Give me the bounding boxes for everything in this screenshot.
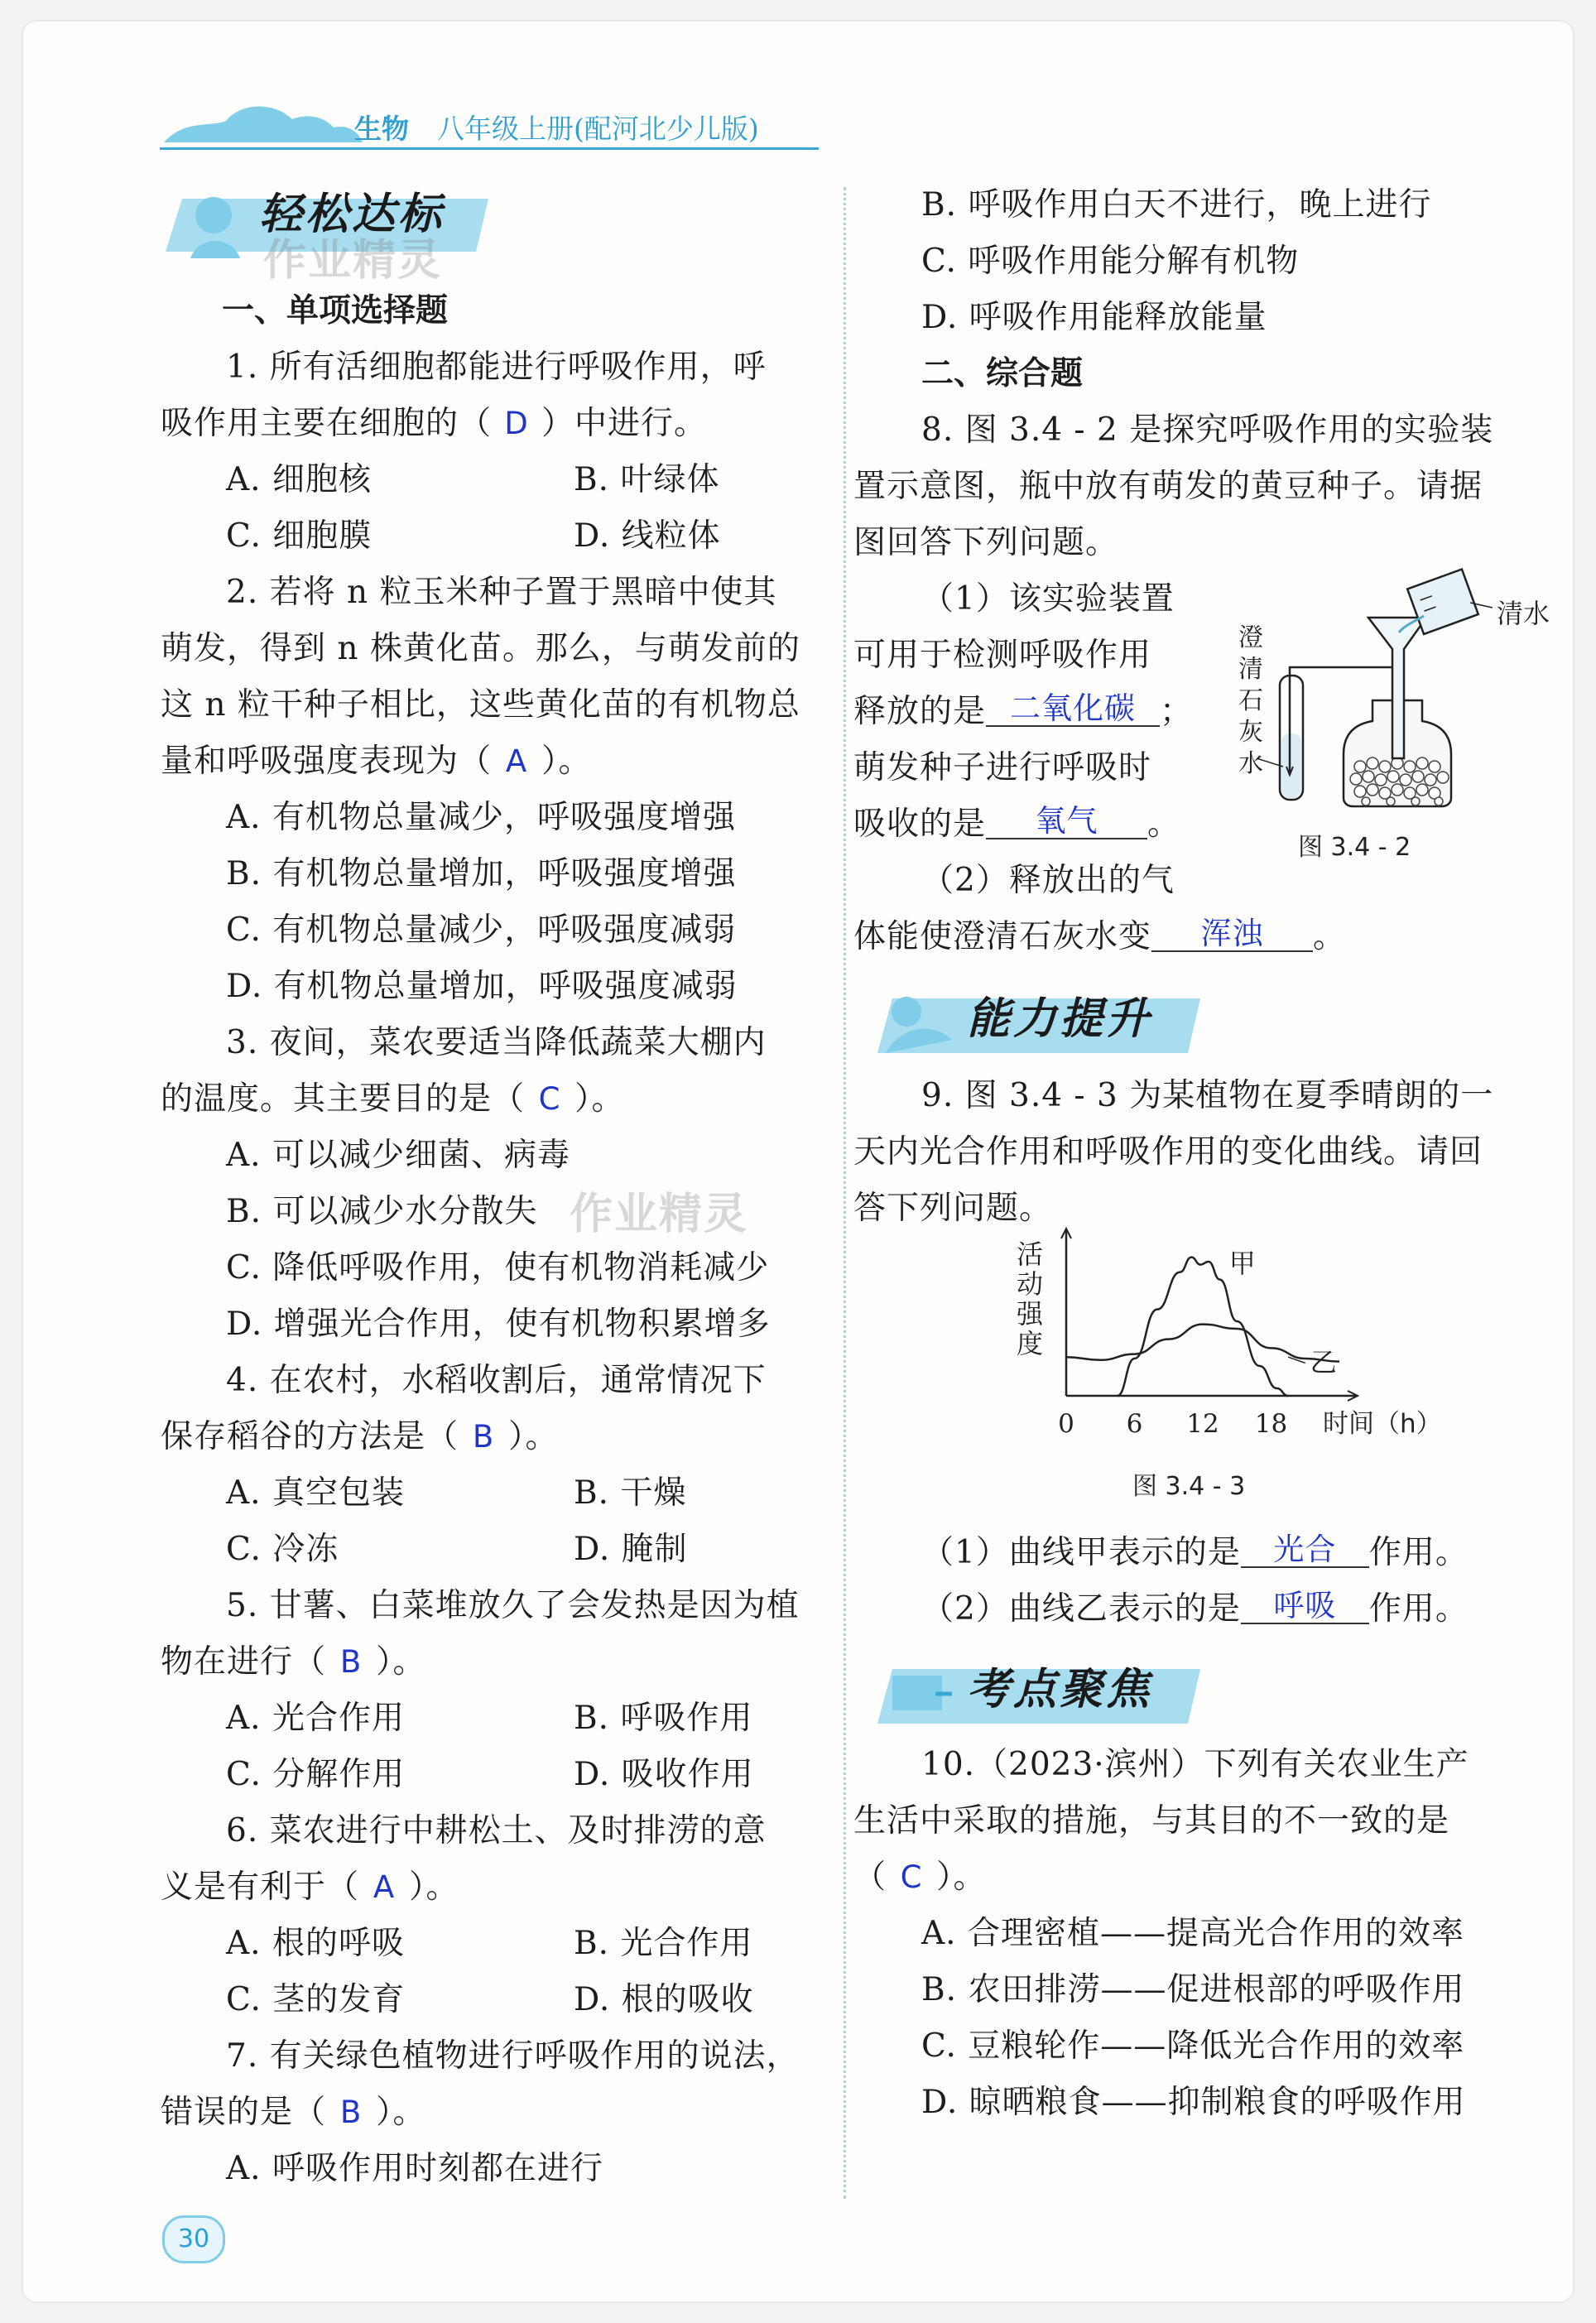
option: A. 有机物总量减少，呼吸强度增强 [226, 799, 736, 836]
section-title-ability: 能力提升 [967, 994, 1153, 1044]
q1-stem-line2 [161, 396, 707, 452]
q2-stem-line4 [161, 733, 592, 790]
q2-stem-end: ）。 [541, 743, 592, 780]
q9-part2-end: 作用。 [1368, 1590, 1469, 1628]
q8-part2-line1: （2）释放出的气 [921, 862, 1175, 899]
q9-part1-text: （1）曲线甲表示的是 [921, 1534, 1241, 1571]
q1-stem-text: 吸作用主要在细胞的（ [161, 405, 493, 442]
q7-stem-line2 [161, 2085, 426, 2141]
y-axis-label: 度 [1017, 1328, 1044, 1359]
q7-answer: B [339, 2095, 363, 2130]
option: D. 根的吸收 [574, 1981, 754, 2018]
page [23, 22, 1573, 2301]
option: D. 线粒体 [574, 517, 721, 555]
q1-stem-line1: 1. 所有活细胞都能进行呼吸作用，呼 [226, 349, 767, 386]
q8-stem-line1: 8. 图 3.4 - 2 是探究呼吸作用的实验装 [921, 411, 1494, 449]
q4-stem-line2 [161, 1409, 559, 1465]
option: A. 可以减少细菌、病毒 [226, 1137, 570, 1174]
option: D. 吸收作用 [574, 1756, 754, 1793]
watermark: 作业精灵 [570, 1190, 749, 1239]
q5-stem-end: ）。 [376, 1643, 426, 1681]
q6-stem-text: 义是有利于（ [161, 1868, 360, 1906]
option: B. 可以减少水分散失 [226, 1193, 538, 1230]
lime-char: 石 [1238, 686, 1263, 715]
figure-label-water: 清水 [1497, 598, 1550, 629]
option: D. 晾晒粮食——抑制粮食的呼吸作用 [921, 2084, 1466, 2121]
q9-part2 [921, 1581, 1469, 1638]
option: C. 细胞膜 [226, 517, 373, 555]
x-tick-label: 18 [1254, 1409, 1288, 1439]
option: B. 有机物总量增加，呼吸强度增强 [226, 855, 737, 892]
option: C. 豆粮轮作——降低光合作用的效率 [921, 2027, 1465, 2065]
x-tick-label: 0 [1058, 1409, 1074, 1439]
q7-stem-line1: 7. 有关绿色植物进行呼吸作用的说法， [226, 2037, 800, 2075]
q3-stem-line1: 3. 夜间，菜农要适当降低蔬菜大棚内 [226, 1024, 767, 1061]
figure-label-limewater [1238, 623, 1263, 780]
subsection-single-choice: 一、单项选择题 [222, 292, 449, 329]
q5-stem-line1: 5. 甘薯、白菜堆放久了会发热是因为植 [226, 1587, 800, 1624]
q9-answer-photosynthesis: 光合 [1241, 1533, 1369, 1568]
x-tick-label: 6 [1126, 1409, 1143, 1439]
option: C. 有机物总量减少，呼吸强度减弱 [226, 911, 737, 949]
q4-answer: B [472, 1419, 495, 1455]
q5-stem-line2 [161, 1634, 426, 1691]
q8-part2-text: 体能使澄清石灰水变 [853, 918, 1152, 955]
q4-stem-text: 保存稻谷的方法是（ [161, 1418, 459, 1455]
lime-char: 澄 [1238, 623, 1263, 652]
option: C. 呼吸作用能分解有机物 [921, 243, 1300, 280]
q6-answer: A [373, 1869, 396, 1905]
option: B. 农田排涝——促进根部的呼吸作用 [921, 1971, 1465, 2008]
y-axis-label: 动 [1017, 1268, 1044, 1300]
q10-stem-text: （ [853, 1859, 887, 1896]
header-rule [160, 147, 819, 150]
q10-stem-end: ）。 [936, 1859, 987, 1896]
figure-caption-3-4-3: 图 3.4 - 3 [1132, 1472, 1246, 1501]
q8-part2-line2 [853, 909, 1346, 965]
series-line-jia [1118, 1258, 1288, 1396]
watermark: 作业精灵 [263, 236, 443, 286]
q10-answer: C [900, 1859, 923, 1895]
q3-stem-line2 [161, 1071, 625, 1128]
q9-stem-line2: 天内光合作用和呼吸作用的变化曲线。请回 [853, 1133, 1483, 1171]
q8-answer-o2: 氧气 [986, 805, 1147, 839]
q4-stem-end: ）。 [508, 1418, 559, 1455]
option: D. 呼吸作用能释放能量 [921, 299, 1267, 336]
q8-part1-line5 [853, 796, 1180, 853]
series-label-jia: 甲 [1228, 1248, 1256, 1280]
q5-answer: B [339, 1644, 363, 1680]
y-axis-label: 强 [1017, 1298, 1044, 1330]
q8-part1-line3 [853, 684, 1193, 740]
q9-part1 [921, 1525, 1469, 1581]
q10-stem-line1: 10.（2023·滨州）下列有关农业生产 [921, 1746, 1469, 1783]
option: C. 分解作用 [226, 1756, 406, 1793]
q6-stem-end: ）。 [409, 1868, 459, 1906]
option: D. 增强光合作用，使有机物积累增多 [226, 1306, 771, 1343]
q9-part2-text: （2）曲线乙表示的是 [921, 1590, 1241, 1628]
q6-stem-line1: 6. 菜农进行中耕松土、及时排涝的意 [226, 1812, 767, 1849]
q4-stem-line1: 4. 在农村，水稻收割后，通常情况下 [226, 1362, 767, 1399]
page-number: 30 [162, 2215, 225, 2263]
q9-stem-line3: 答下列问题。 [853, 1190, 1053, 1227]
q1-stem-end: ）中进行。 [541, 405, 708, 442]
option: C. 冷冻 [226, 1531, 339, 1568]
option: A. 光合作用 [226, 1700, 405, 1737]
q8-part1-line1: （1）该实验装置 [921, 580, 1175, 618]
y-axis-label: 活 [1017, 1238, 1044, 1270]
option: B. 叶绿体 [574, 461, 720, 498]
limewater [1281, 733, 1301, 798]
q7-stem-text: 错误的是（ [161, 2094, 327, 2131]
q5-stem-text: 物在进行（ [161, 1643, 327, 1681]
q8-answer-turbid: 浑浊 [1151, 917, 1313, 952]
option: A. 细胞核 [226, 461, 372, 498]
option: C. 茎的发育 [226, 1981, 406, 2018]
q9-answer-respiration: 呼吸 [1241, 1590, 1369, 1624]
q6-stem-line2 [161, 1859, 459, 1916]
q10-stem-line3 [853, 1849, 987, 1906]
header-cloud-icon [160, 94, 367, 147]
q3-stem-end: ）。 [574, 1080, 625, 1118]
q2-stem-text: 量和呼吸强度表现为（ [161, 743, 493, 780]
section-title-easy: 轻松达标 [259, 190, 445, 239]
option: C. 降低呼吸作用，使有机物消耗减少 [226, 1249, 770, 1287]
option: B. 光合作用 [574, 1925, 753, 1962]
x-tick-label: 12 [1186, 1409, 1219, 1439]
q2-stem-line3: 这 n 粒干种子相比，这些黄化苗的有机物总 [161, 686, 800, 724]
q3-answer: C [538, 1081, 561, 1117]
subsection-comprehensive: 二、综合题 [921, 355, 1084, 392]
option: A. 真空包装 [226, 1474, 405, 1512]
q2-stem-line2: 萌发，得到 n 株黄化苗。那么，与萌发前的 [161, 630, 800, 667]
q8-part2-end: 。 [1313, 918, 1347, 955]
option: D. 有机物总量增加，呼吸强度减弱 [226, 968, 738, 1005]
q7-stem-end: ）。 [376, 2094, 426, 2131]
option: B. 呼吸作用 [574, 1700, 753, 1737]
lime-char: 水 [1238, 749, 1263, 778]
q8-answer-co2: 二氧化碳 [986, 692, 1160, 727]
q8-part1-text: 释放的是 [853, 693, 987, 730]
q8-stem-line2: 置示意图，瓶中放有萌发的黄豆种子。请据 [853, 468, 1483, 505]
q8-stem-line3: 图回答下列问题。 [853, 524, 1119, 561]
series-label-yi: 乙 [1310, 1346, 1337, 1378]
figure-3-4-3-chart [1000, 1230, 1442, 1495]
section-title-exam: 考点聚焦 [967, 1665, 1153, 1715]
header-book: 八年级上册(配河北少儿版) [437, 113, 759, 145]
option: A. 呼吸作用时刻都在进行 [226, 2150, 603, 2187]
option: B. 呼吸作用白天不进行，晚上进行 [921, 186, 1432, 224]
option: A. 合理密植——提高光合作用的效率 [921, 1915, 1464, 1952]
q9-stem-line1: 9. 图 3.4 - 3 为某植物在夏季晴朗的一 [921, 1077, 1494, 1114]
lime-char: 清 [1238, 655, 1263, 684]
x-axis-label: 时间（h） [1323, 1409, 1442, 1439]
q2-answer: A [505, 743, 528, 779]
q2-stem-line1: 2. 若将 n 粒玉米种子置于黑暗中使其 [226, 574, 777, 611]
option: A. 根的呼吸 [226, 1925, 405, 1962]
option: D. 腌制 [574, 1531, 688, 1568]
q3-stem-text: 的温度。其主要目的是（ [161, 1080, 526, 1118]
lime-char: 灰 [1238, 718, 1263, 747]
q8-part1-line2: 可用于检测呼吸作用 [853, 637, 1152, 674]
column-divider [844, 187, 846, 2199]
option: B. 干燥 [574, 1474, 687, 1512]
header-subject: 生物 [354, 113, 409, 145]
q8-part1-end2: 。 [1147, 806, 1181, 843]
q8-part1-line4: 萌发种子进行呼吸时 [853, 749, 1152, 786]
q1-answer: D [504, 406, 529, 441]
series-line-yi [1066, 1325, 1339, 1362]
q8-part1-end: ； [1160, 693, 1194, 730]
q8-part1-text2: 吸收的是 [853, 806, 987, 843]
figure-caption-3-4-2: 图 3.4 - 2 [1298, 833, 1411, 862]
q9-part1-end: 作用。 [1368, 1534, 1469, 1571]
q10-stem-line2: 生活中采取的措施，与其目的不一致的是 [853, 1802, 1450, 1840]
